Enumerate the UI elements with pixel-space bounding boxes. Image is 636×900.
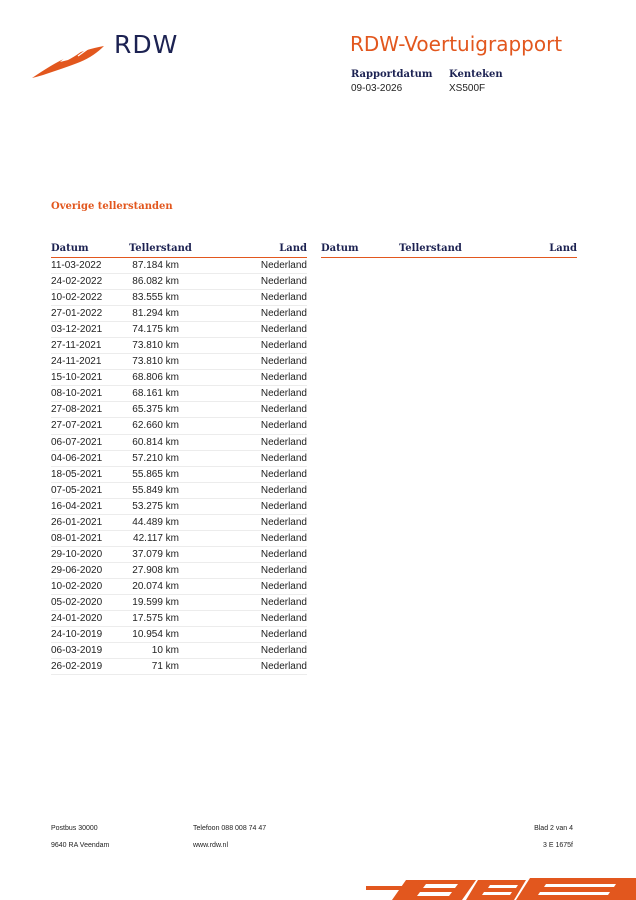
report-date-block: [351, 69, 433, 94]
table-row: [51, 402, 307, 418]
cell-reading: 81.294 km: [132, 308, 179, 320]
section-title: Overige tellerstanden: [51, 201, 173, 212]
table-row: [51, 258, 307, 274]
logo-text: RDW: [114, 30, 179, 59]
cell-reading: 65.375 km: [132, 404, 179, 416]
table-row: [51, 386, 307, 402]
cell-date: 27-01-2022: [51, 308, 103, 320]
table-row: [51, 563, 307, 579]
cell-date: 06-07-2021: [51, 436, 103, 448]
plate-label: Kenteken: [449, 69, 503, 80]
col-header-date: Datum: [51, 243, 89, 254]
cell-reading: 68.161 km: [132, 388, 179, 400]
cell-date: 24-11-2021: [51, 356, 102, 368]
footer-address-line1: Postbus 30000: [51, 825, 98, 832]
odometer-table-continued: [321, 243, 577, 258]
cell-reading: 10 km: [151, 645, 179, 657]
cell-country: Nederland: [260, 613, 307, 625]
table-row: [51, 515, 307, 531]
cell-reading: 55.849 km: [132, 484, 179, 496]
cell-country: Nederland: [260, 516, 307, 528]
cell-country: Nederland: [260, 661, 307, 673]
cell-country: Nederland: [260, 580, 307, 592]
cell-date: 04-06-2021: [51, 452, 103, 464]
table-row: [51, 643, 307, 659]
table-row: [51, 595, 307, 611]
cell-reading: 20.074 km: [132, 580, 179, 592]
cell-date: 26-02-2019: [51, 661, 103, 673]
table-row: [51, 418, 307, 434]
table-row: [51, 547, 307, 563]
rdw-feather-icon: [30, 40, 105, 80]
cell-reading: 68.806 km: [132, 372, 179, 384]
cell-date: 03-12-2021: [51, 324, 103, 336]
report-date-value: 09-03-2026: [351, 83, 403, 94]
table-row: [51, 274, 307, 290]
cell-country: Nederland: [260, 260, 307, 271]
col-header-reading: Tellerstand: [399, 243, 462, 254]
cell-reading: 19.599 km: [132, 596, 179, 608]
cell-country: Nederland: [260, 340, 307, 352]
col-header-date: Datum: [321, 243, 359, 254]
footer-website[interactable]: www.rdw.nl: [193, 842, 229, 849]
table-row: [51, 627, 307, 643]
cell-country: Nederland: [260, 452, 307, 464]
footer-page-number: Blad 2 van 4: [534, 825, 573, 832]
report-date-label: Rapportdatum: [351, 69, 433, 80]
cell-country: Nederland: [260, 276, 307, 288]
cell-country: Nederland: [260, 404, 307, 416]
table-header-continued: [321, 243, 577, 258]
cell-reading: 73.810 km: [132, 340, 179, 352]
rdw-logo: [30, 30, 180, 85]
table-row: [51, 483, 307, 499]
table-row: [51, 370, 307, 386]
table-row: [51, 306, 307, 322]
cell-reading: 57.210 km: [132, 452, 179, 464]
cell-country: Nederland: [260, 372, 307, 384]
cell-reading: 73.810 km: [132, 356, 179, 368]
plate-value: XS500F: [449, 83, 486, 94]
table-row: [51, 579, 307, 595]
cell-date: 11-03-2022: [51, 260, 102, 271]
table-row: [51, 659, 307, 675]
cell-reading: 60.814 km: [132, 436, 179, 448]
cell-date: 15-10-2021: [51, 372, 103, 384]
cell-date: 24-10-2019: [51, 629, 103, 641]
cell-reading: 27.908 km: [132, 564, 179, 576]
cell-country: Nederland: [260, 388, 307, 400]
cell-country: Nederland: [260, 308, 307, 320]
cell-country: Nederland: [260, 596, 307, 608]
table-row: [51, 354, 307, 370]
table-row: [51, 451, 307, 467]
cell-country: Nederland: [260, 356, 307, 368]
cell-reading: 55.865 km: [132, 468, 179, 480]
cell-date: 24-01-2020: [51, 613, 103, 625]
cell-date: 05-02-2020: [51, 596, 103, 608]
footer-address-line2: 9640 RA Veendam: [51, 842, 110, 849]
cell-country: Nederland: [260, 292, 307, 304]
table-header: [51, 243, 307, 258]
cell-date: 27-07-2021: [51, 420, 103, 432]
footer-phone: Telefoon 088 008 74 47: [193, 825, 267, 832]
cell-country: Nederland: [260, 324, 307, 336]
cell-date: 16-04-2021: [51, 500, 103, 512]
col-header-reading: Tellerstand: [129, 243, 192, 254]
cell-date: 10-02-2020: [51, 580, 103, 592]
col-header-country: Land: [549, 243, 577, 254]
cell-reading: 74.175 km: [132, 324, 179, 336]
table-row: [51, 611, 307, 627]
cell-reading: 87.184 km: [132, 260, 179, 271]
cell-date: 29-10-2020: [51, 548, 103, 560]
odometer-table: [51, 243, 307, 675]
cell-reading: 44.489 km: [132, 516, 179, 528]
table-body: [51, 258, 307, 675]
cell-reading: 42.117 km: [133, 532, 179, 544]
table-row: [51, 435, 307, 451]
cell-reading: 17.575 km: [132, 613, 179, 625]
cell-date: 06-03-2019: [51, 645, 103, 657]
cell-date: 08-10-2021: [51, 388, 103, 400]
cell-reading: 83.555 km: [132, 292, 179, 304]
cell-country: Nederland: [260, 532, 307, 544]
table-row: [51, 531, 307, 547]
table-row: [51, 338, 307, 354]
col-header-country: Land: [279, 243, 307, 254]
cell-reading: 62.660 km: [132, 420, 179, 432]
cell-country: Nederland: [260, 548, 307, 560]
table-row: [51, 499, 307, 515]
cell-date: 08-01-2021: [51, 532, 103, 544]
cell-reading: 53.275 km: [132, 500, 179, 512]
table-row: [51, 290, 307, 306]
table-row: [51, 467, 307, 483]
cell-date: 24-02-2022: [51, 276, 103, 288]
report-title: RDW-Voertuigrapport: [350, 32, 563, 56]
cell-country: Nederland: [260, 645, 307, 657]
cell-date: 29-06-2020: [51, 564, 103, 576]
cell-date: 27-08-2021: [51, 404, 103, 416]
cell-country: Nederland: [260, 564, 307, 576]
cell-country: Nederland: [260, 420, 307, 432]
cell-country: Nederland: [260, 629, 307, 641]
cell-date: 18-05-2021: [51, 468, 103, 480]
table-row: [51, 322, 307, 338]
cell-reading: 71 km: [151, 661, 179, 673]
cell-reading: 37.079 km: [132, 548, 179, 560]
cell-date: 10-02-2022: [51, 292, 103, 304]
cell-date: 07-05-2021: [51, 484, 103, 496]
footer-code: 3 E 1675f: [543, 842, 573, 849]
plate-block: [449, 69, 503, 94]
cell-country: Nederland: [260, 436, 307, 448]
cell-reading: 86.082 km: [132, 276, 179, 288]
cell-country: Nederland: [260, 484, 307, 496]
cell-date: 27-11-2021: [51, 340, 102, 352]
cell-date: 26-01-2021: [51, 516, 103, 528]
cell-reading: 10.954 km: [132, 629, 179, 641]
cell-country: Nederland: [260, 500, 307, 512]
cell-country: Nederland: [260, 468, 307, 480]
orange-stripes-graphic: [366, 872, 636, 900]
